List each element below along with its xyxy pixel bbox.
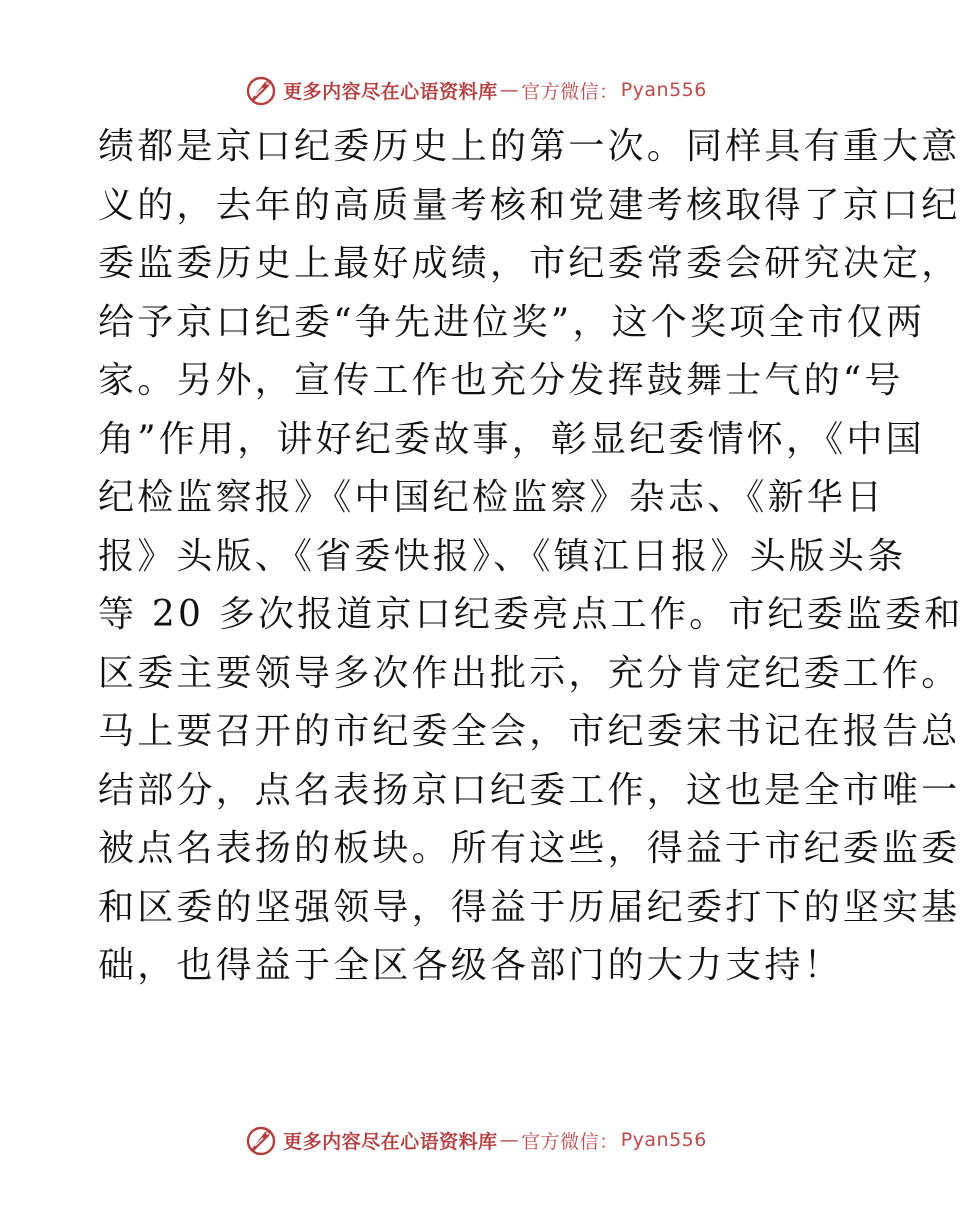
header-banner (0, 72, 950, 108)
text-line: 义的，去年的高质量考核和党建考核取得了京口纪 (98, 184, 961, 226)
pen-nib-logo-icon (243, 72, 279, 108)
footer-banner-text (283, 1127, 707, 1154)
text-line: 家。另外，宣传工作也充分发挥鼓舞士气的“号 (98, 360, 904, 401)
header-banner-main: 更多内容尽在心语资料库 (283, 80, 498, 103)
text-line: 委监委历史上最好成绩，市纪委常委会研究决定， (98, 243, 961, 284)
text-line: 马上要召开的市纪委全会，市纪委宋书记在报告总 (98, 711, 961, 752)
text-line: 给予京口纪委“争先进位奖”，这个奖项全市仅两 (98, 301, 926, 343)
text-line: 等 20 多次报道京口纪委亮点工作。市纪委监委和 (98, 594, 964, 635)
text-line: 和区委的坚强领导，得益于历届纪委打下的坚实基 (98, 886, 961, 928)
body-text (98, 118, 964, 996)
text-line: 结部分，点名表扬京口纪委工作，这也是全市唯一 (98, 769, 961, 811)
header-banner-dash: — (499, 79, 520, 101)
text-line: 被点名表扬的板块。所有这些，得益于市纪委监委 (98, 828, 961, 869)
text-line: 绩都是京口纪委历史上的第一次。同样具有重大意 (98, 126, 961, 167)
text-line: 纪检监察报》《中国纪检监察》杂志、《新华日 (98, 477, 886, 518)
footer-banner-main: 更多内容尽在心语资料库 (283, 1130, 498, 1153)
text-line: 区委主要领导多次作出批示，充分肯定纪委工作。 (98, 652, 961, 694)
footer-banner-sub: 官方微信： (521, 1130, 619, 1153)
text-line: 角”作用，讲好纪委故事，彰显纪委情怀，《中国 (98, 418, 925, 460)
text-line: 报》头版、《省委快报》、《镇江日报》头版头条 (98, 535, 907, 577)
text-line: 础，也得益于全区各级各部门的大力支持！ (98, 945, 843, 986)
pen-nib-logo-icon (243, 1122, 279, 1158)
header-banner-id: Pyan556 (620, 79, 707, 101)
footer-banner-id: Pyan556 (620, 1129, 707, 1151)
footer-banner-dash: — (499, 1129, 520, 1151)
footer-banner (0, 1122, 950, 1158)
header-banner-text (283, 77, 707, 104)
header-banner-sub: 官方微信： (521, 80, 619, 103)
